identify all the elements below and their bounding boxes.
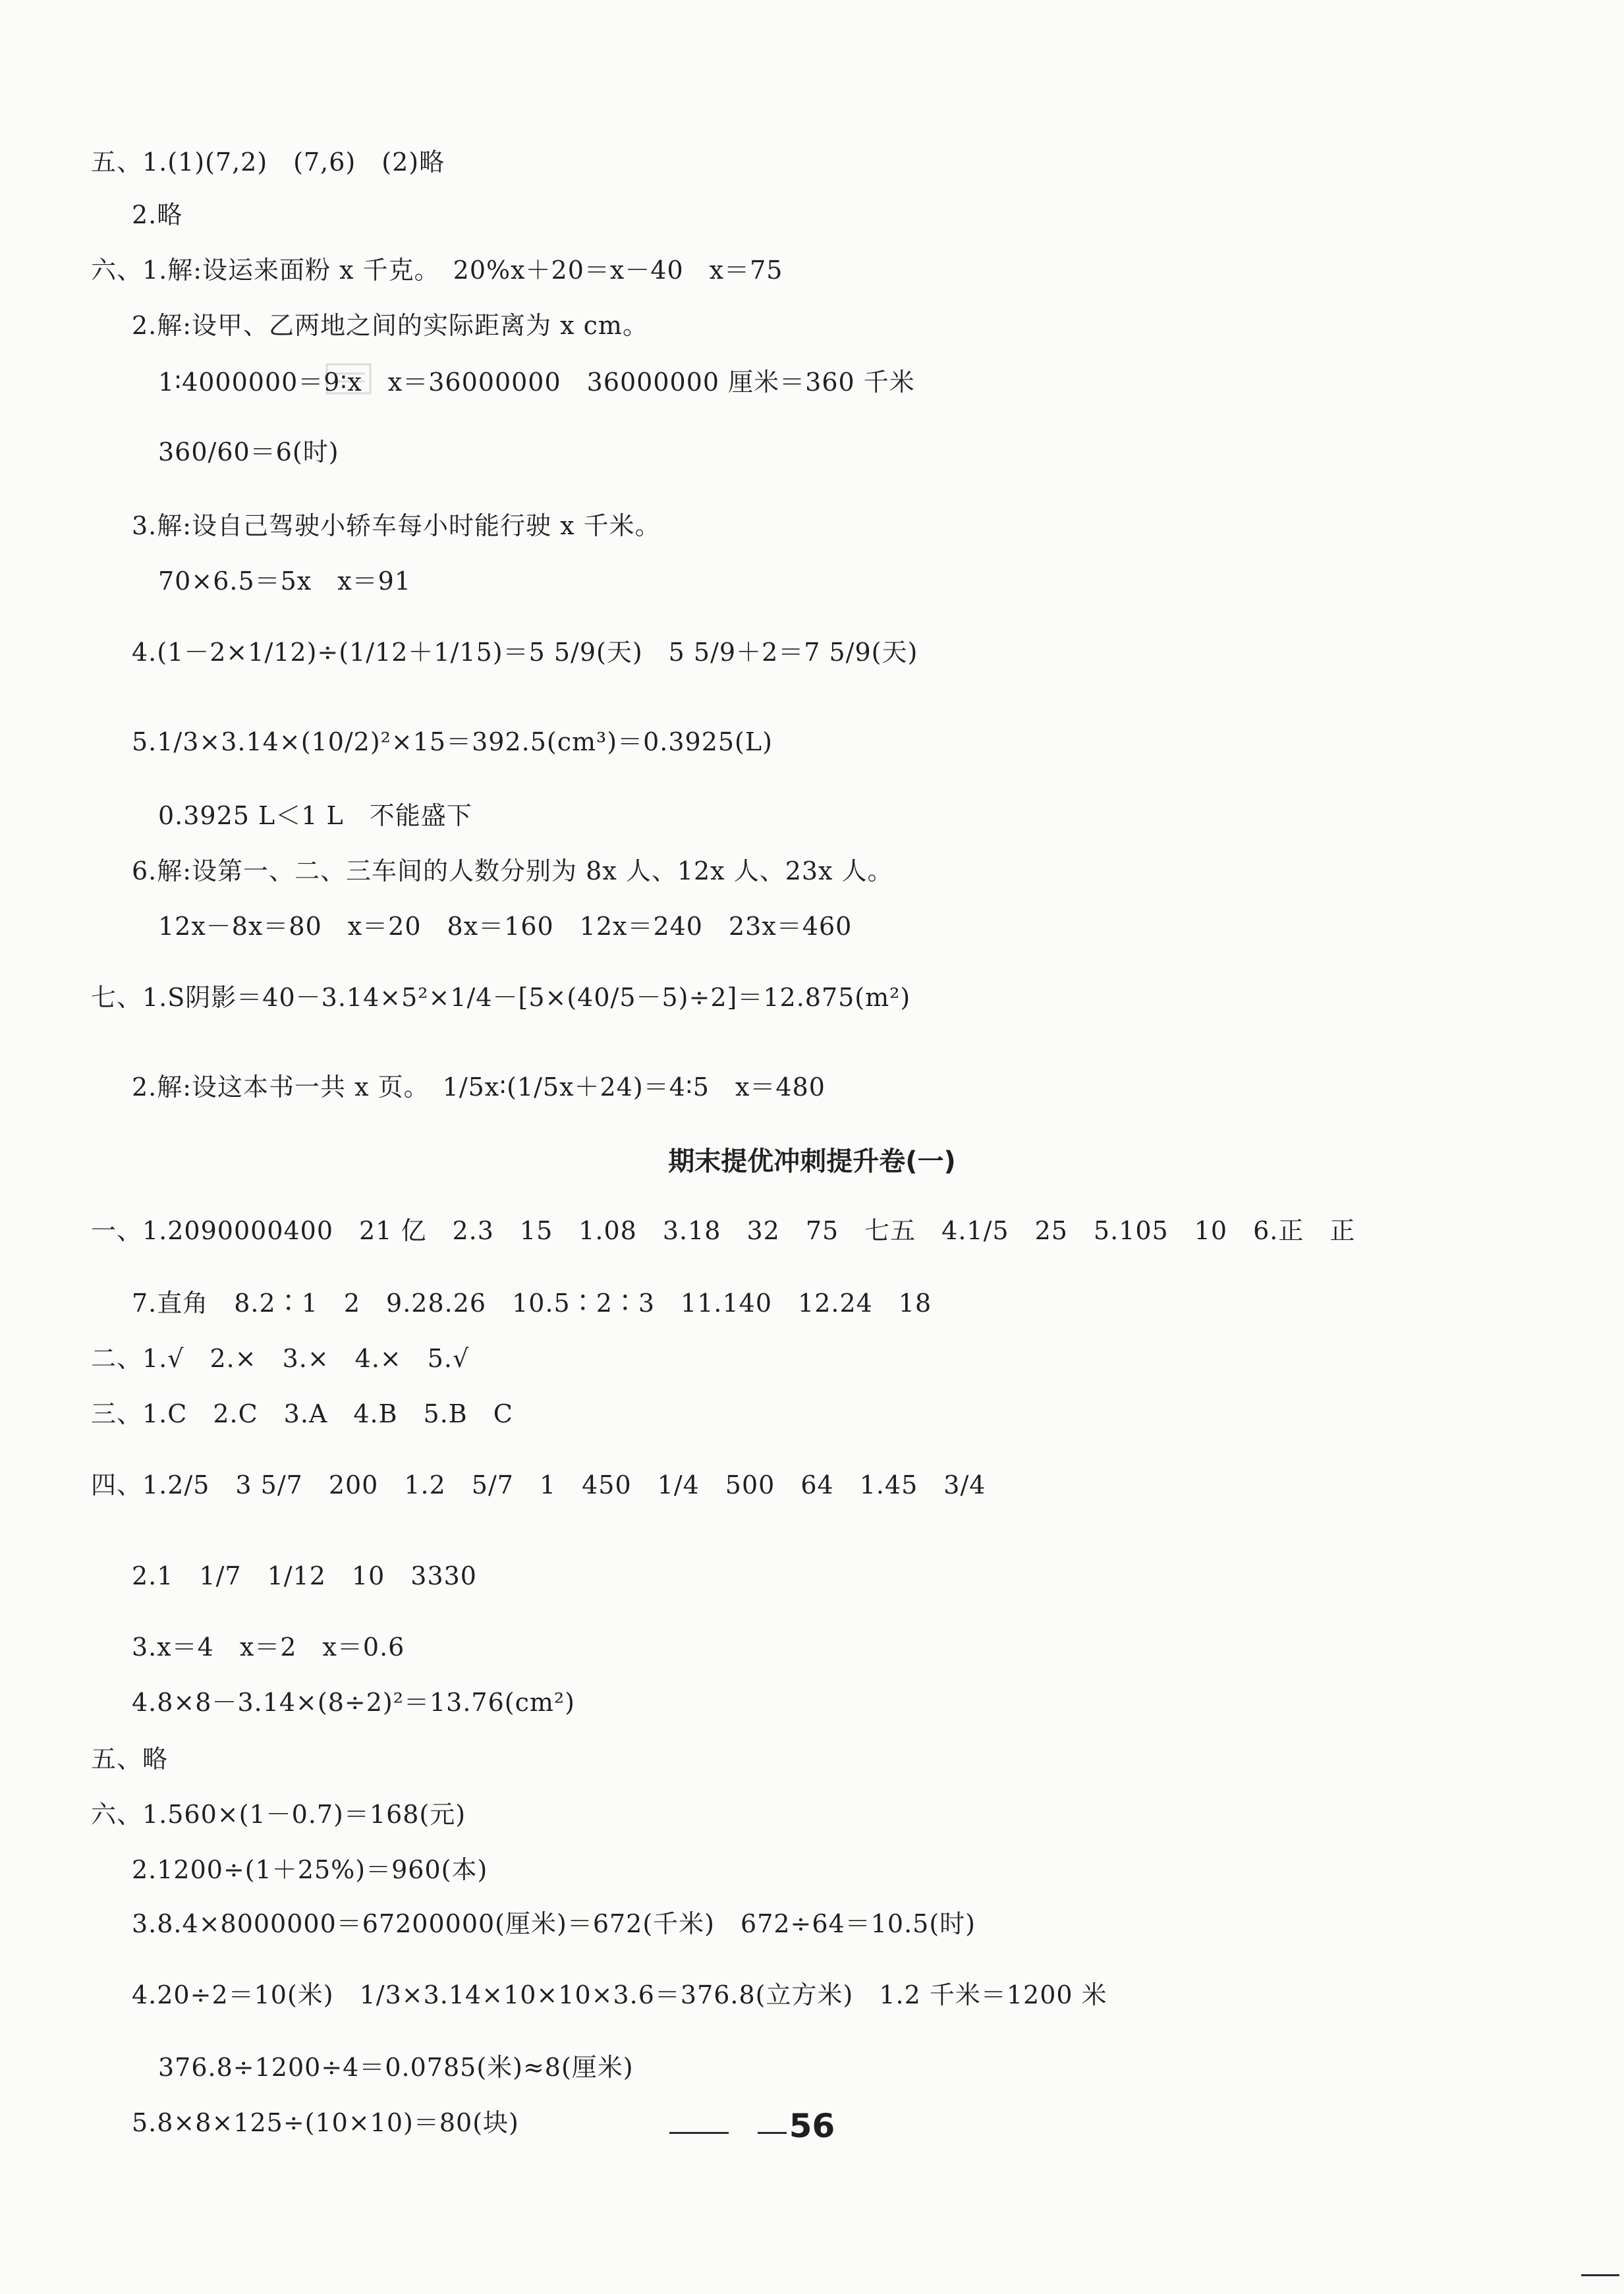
answer-line: 7.直角 8.2∶1 2 9.28.26 10.5∶2∶3 11.140 12.24 18	[132, 1289, 932, 1318]
edge-mark	[1581, 2274, 1619, 2276]
answer-line: 12x－8x＝80 x＝20 8x＝160 12x＝240 23x＝460	[158, 912, 853, 941]
answer-line: 2.1 1/7 1/12 10 3330	[132, 1561, 477, 1590]
page-number: 56	[789, 2107, 835, 2145]
answer-line: 2.解:设甲、乙两地之间的实际距离为 x cm。	[132, 311, 648, 340]
answer-line: 六、1.解:设运来面粉 x 千克。 20%x＋20＝x－40 x＝75	[91, 256, 783, 285]
answer-line: 2.解:设这本书一共 x 页。 1/5x∶(1/5x＋24)＝4∶5 x＝480	[132, 1073, 826, 1102]
page-number-rule-right	[758, 2132, 787, 2134]
answer-line: 360/60＝6(时)	[158, 437, 339, 466]
answer-line: 五、1.(1)(7,2) (7,6) (2)略	[91, 148, 445, 177]
answer-line: 6.解:设第一、二、三车间的人数分别为 8x 人、12x 人、23x 人。	[132, 856, 893, 885]
answer-line: 一、1.2090000400 21 亿 2.3 15 1.08 3.18 32 75 七五 4.1/5 25 5.105 10 6.正 正	[91, 1216, 1356, 1245]
faint-stamp-graphic	[323, 359, 376, 399]
answer-line: 3.解:设自己驾驶小轿车每小时能行驶 x 千米。	[132, 511, 661, 540]
answer-line: 4.(1－2×1/12)÷(1/12＋1/15)＝5 5/9(天) 5 5/9＋2＝7 5/9(天)	[132, 638, 918, 667]
answer-line: 七、1.S阴影＝40－3.14×5²×1/4－[5×(40/5－5)÷2]＝12.875(m²)	[91, 983, 911, 1012]
answer-line: 六、1.560×(1－0.7)＝168(元)	[91, 1800, 466, 1829]
answer-line: 二、1.√ 2.× 3.× 4.× 5.√	[91, 1344, 470, 1373]
answer-line: 4.8×8－3.14×(8÷2)²＝13.76(cm²)	[132, 1688, 575, 1717]
answer-line: 5.1/3×3.14×(10/2)²×15＝392.5(cm³)＝0.3925(L)	[132, 727, 773, 756]
answer-line: 0.3925 L＜1 L 不能盛下	[158, 801, 472, 830]
answer-line: 4.20÷2＝10(米) 1/3×3.14×10×10×3.6＝376.8(立方米) 1.2 千米＝1200 米	[132, 1980, 1107, 2009]
answer-line: 五、略	[91, 1745, 169, 1774]
answer-line: 2.1200÷(1＋25%)＝960(本)	[132, 1855, 488, 1884]
answer-line: 1∶4000000＝9∶x x＝36000000 36000000 厘米＝360 千米	[158, 368, 915, 397]
answer-line: 三、1.C 2.C 3.A 4.B 5.B C	[91, 1399, 513, 1428]
answer-line: 376.8÷1200÷4＝0.0785(米)≈8(厘米)	[158, 2053, 634, 2082]
answer-line: 3.x＝4 x＝2 x＝0.6	[132, 1633, 405, 1662]
answer-line: 四、1.2/5 3 5/7 200 1.2 5/7 1 450 1/4 500 64 1.45 3/4	[91, 1470, 986, 1499]
answer-line: 5.8×8×125÷(10×10)＝80(块)	[132, 2108, 519, 2137]
answer-line: 2.略	[132, 200, 183, 229]
answer-line: 70×6.5＝5x x＝91	[158, 567, 412, 596]
answer-line: 3.8.4×8000000＝67200000(厘米)＝672(千米) 672÷64＝10.5(时)	[132, 1909, 976, 1938]
section-title: 期末提优冲刺提升卷(一)	[668, 1146, 956, 1177]
